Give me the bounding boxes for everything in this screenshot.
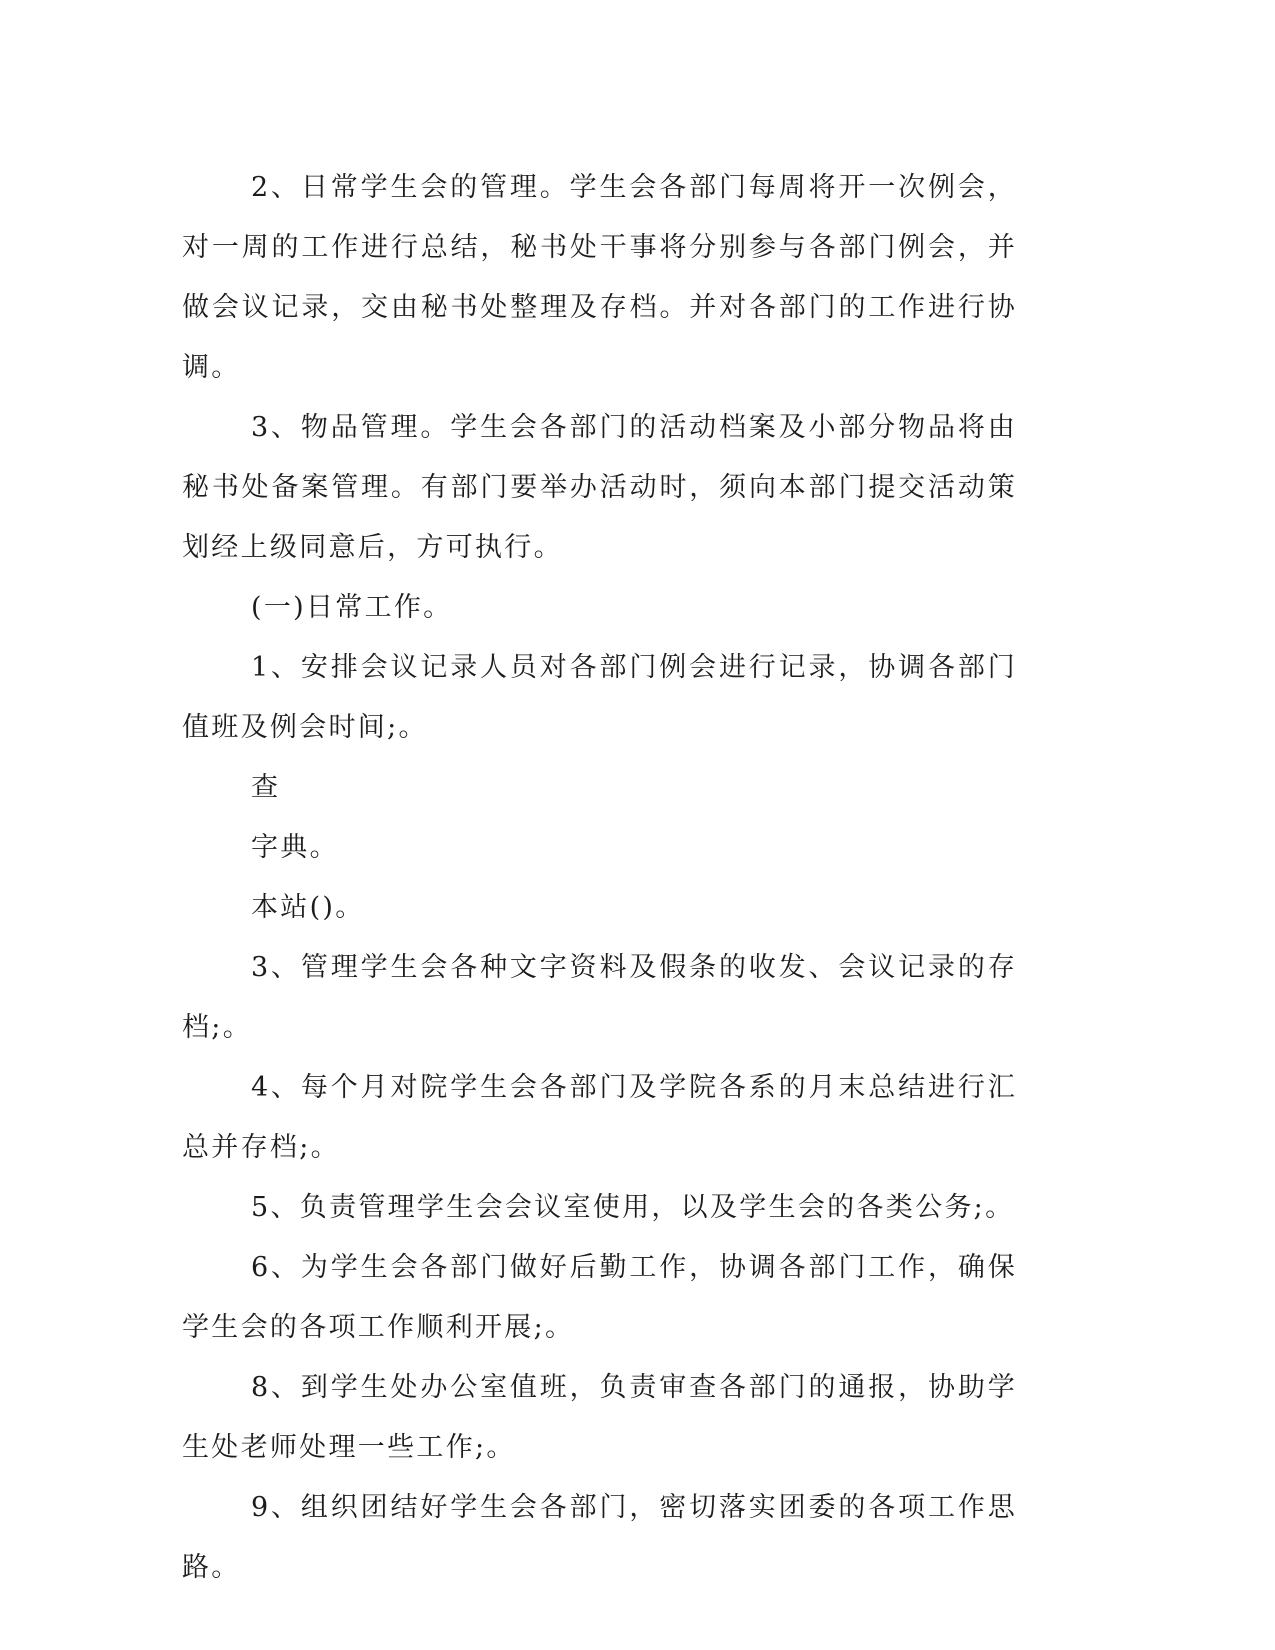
paragraph-item-management: 3、物品管理。学生会各部门的活动档案及小部分物品将由秘书处备案管理。有部门要举办活动时，须向本部门提交活动策划经上级同意后，方可执行。 [182, 412, 1017, 563]
paragraph-daily-management: 2、日常学生会的管理。学生会各部门每周将开一次例会，对一周的工作进行总结，秘书处干事将分别参与各部门例会，并做会议记录，交由秘书处整理及存档。并对各部门的工作进行协调。 [182, 172, 1017, 383]
section-heading-daily-work: (一)日常工作。 [251, 592, 453, 623]
document-body [182, 158, 1017, 1598]
paragraph-meeting-records: 1、安排会议记录人员对各部门例会进行记录，协调各部门值班及例会时间;。 [182, 652, 1017, 743]
paragraph-unite-departments: 9、组织团结好学生会各部门，密切落实团委的各项工作思路。 [182, 1492, 1017, 1583]
paragraph-document-archive: 3、管理学生会各种文字资料及假条的收发、会议记录的存档;。 [182, 952, 1017, 1043]
paragraph-office-duty: 8、到学生处办公室值班，负责审查各部门的通报，协助学生处老师处理一些工作;。 [182, 1372, 1017, 1463]
paragraph-meeting-room: 5、负责管理学生会会议室使用，以及学生会的各类公务;。 [251, 1192, 1015, 1223]
paragraph-dictionary: 字典。 [251, 832, 339, 863]
paragraph-monthly-summary: 4、每个月对院学生会各部门及学院各系的月末总结进行汇总并存档;。 [182, 1072, 1017, 1163]
paragraph-logistics: 6、为学生会各部门做好后勤工作，协调各部门工作，确保学生会的各项工作顺利开展;。 [182, 1252, 1017, 1343]
paragraph-lookup: 查 [251, 772, 281, 803]
paragraph-this-site: 本站()。 [251, 892, 365, 923]
